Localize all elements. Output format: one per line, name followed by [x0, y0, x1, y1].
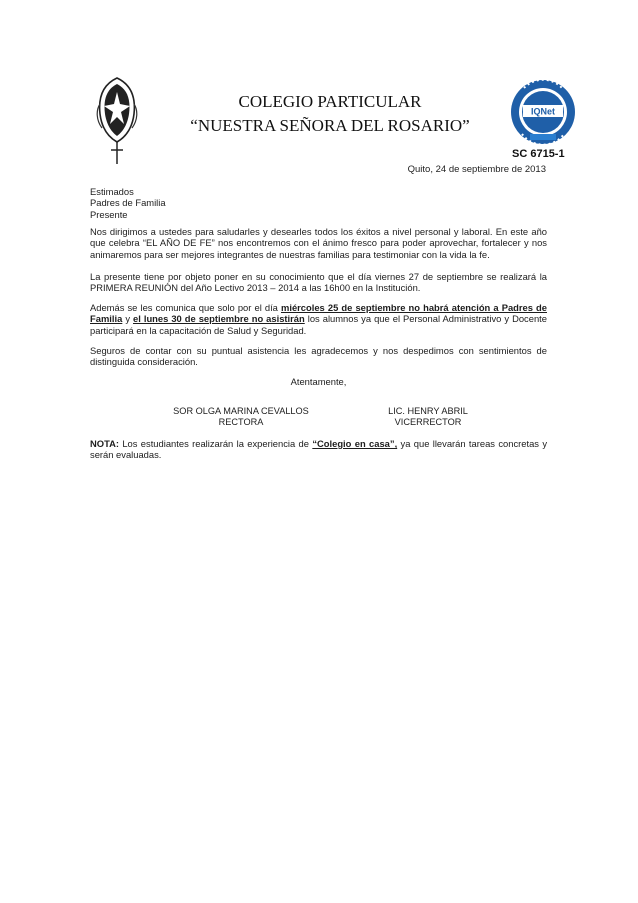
iqnet-certification-logo	[510, 76, 576, 150]
notice-highlight-monday: el lunes 30 de septiembre no asistirán	[133, 313, 305, 325]
letter-date: Quito, 24 de septiembre de 2013	[407, 164, 546, 175]
notice-text: y	[122, 313, 134, 325]
note-text: Los estudiantes realizarán la experiencia de	[119, 438, 313, 449]
notice-highlight-wednesday: miércoles 25 de septiembre no habrá atención a Padres de Familia	[90, 302, 547, 325]
paragraph-notice	[90, 302, 547, 336]
greeting	[90, 186, 547, 220]
signature-name: LIC. HENRY ABRIL	[388, 406, 468, 416]
closing-salutation: Atentamente,	[290, 376, 347, 387]
notice-text: Además se les comunica que solo por el día	[90, 302, 281, 313]
greeting-line: Presente	[90, 208, 128, 220]
greeting-line: Estimados	[90, 186, 134, 197]
school-name-line1: COLEGIO PARTICULAR	[238, 92, 422, 111]
note-paragraph	[90, 438, 547, 461]
note-label: NOTA:	[90, 438, 119, 449]
certification-code: SC 6715-1	[512, 148, 565, 160]
paragraph-meeting: La presente tiene por objeto poner en su conocimiento que el día viernes 27 de septiembre se realizará la PRIMERA REUNIÓN del Año Lectivo 2013 – 2014 a las 16h00 en la Institución.	[90, 271, 547, 294]
school-crest-logo	[94, 74, 140, 166]
note-text: ya que llevarán tareas concretas y serán evaluadas.	[90, 438, 548, 461]
paragraph-farewell: Seguros de contar con su puntual asistencia les agradecemos y nos despedimos con sentimientos de distinguida consideración.	[90, 345, 547, 368]
signature-title: VICERRECTOR	[394, 417, 462, 428]
note-highlight: “Colegio en casa”,	[312, 438, 398, 449]
school-name-line2: “NUESTRA SEÑORA DEL ROSARIO”	[190, 116, 470, 135]
signature-title: RECTORA	[218, 417, 264, 428]
greeting-line: Padres de Familia	[90, 197, 166, 209]
signature-name: SOR OLGA MARINA CEVALLOS	[173, 406, 309, 416]
iqnet-logo-text: IQNet	[530, 106, 556, 117]
paragraph-intro: Nos dirigimos a ustedes para saludarles y desearles todos los éxitos a nivel personal y laboral. En este año que celebra “EL AÑO DE FE” nos encontremos con el ánimo fresco para poder aprovechar, fortalecer y nos animaremos para ser mejores integrantes de nuestras familias para testimoniar con la vida la fe.	[90, 226, 547, 260]
notice-text: los alumnos ya que el Personal Administrativo y Docente participará en la capacitación de Salud y Seguridad.	[90, 313, 547, 336]
signature-vicerrector	[318, 406, 538, 429]
